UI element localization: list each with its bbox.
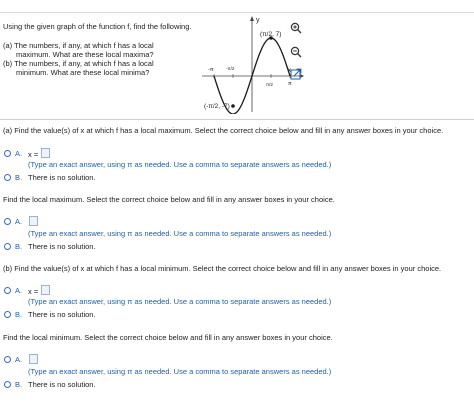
part-b2-choice-a-label: A. [15,355,23,364]
local-min-label: (-π/2, -7) [204,103,230,110]
part-a2-choice-a-radio[interactable] [4,218,11,225]
zoom-out-button[interactable] [290,46,302,58]
part-a2-hint: (Type an exact answer, using π as needed. Use a comma to separate answers as needed.) [28,229,332,238]
part-b2-hint: (Type an exact answer, using π as needed. Use a comma to separate answers as needed.) [28,367,332,376]
part-a-choice-a-label: A. [15,149,23,158]
question-part-b-line1: (b) The numbers, if any, at which f has a local [3,59,154,68]
part-b-choice-a-label: A. [15,286,23,295]
tick-label-pos-half-pi: π/2 [266,82,273,87]
question-part-a-line2: maximum. What are these local maxima? [16,50,154,59]
part-b-choice-b-radio[interactable] [4,311,11,318]
part-a2-answer-box[interactable] [29,216,38,226]
part-a-choice-b-radio[interactable] [4,174,11,181]
part-a-answer-box[interactable] [41,148,50,158]
section-divider [0,119,474,120]
part-b2-answer-box[interactable] [29,354,38,364]
part-a-choice-a-radio[interactable] [4,150,11,157]
popout-button[interactable] [290,68,302,80]
part-b2-choice-b-radio[interactable] [4,381,11,388]
question-part-b-line2: minimum. What are these local minima? [16,68,150,77]
part-a2-choice-b-text: There is no solution. [28,242,96,251]
zoom-out-icon [290,46,302,58]
part-a-choice-b-text: There is no solution. [28,173,96,182]
x-axis-label: x [288,68,291,74]
part-b2-choice-a-radio[interactable] [4,356,11,363]
y-axis-label: y [256,17,260,24]
question-part-a-line1: (a) The numbers, if any, at which f has a local [3,41,154,50]
local-min-point [231,104,235,108]
tick-label-neg-pi: -π [208,67,214,73]
part-b2-choice-b-label: B. [15,380,23,389]
part-a-x-equals: x = [28,150,39,159]
part-a2-choice-b-label: B. [15,242,23,251]
part-b-choice-a-radio[interactable] [4,287,11,294]
part-a2-prompt: Find the local maximum. Select the correct choice below and fill in any answer boxes in your choice. [3,195,335,204]
part-b2-prompt: Find the local minimum. Select the correct choice below and fill in any answer boxes in your choice. [3,333,333,342]
part-b-hint: (Type an exact answer, using π as needed. Use a comma to separate answers as needed.) [28,297,332,306]
zoom-in-button[interactable] [290,22,302,34]
part-a-hint: (Type an exact answer, using π as needed. Use a comma to separate answers as needed.) [28,160,332,169]
part-a2-choice-a-label: A. [15,217,23,226]
local-max-label: (π/2, 7) [260,31,282,38]
part-b-choice-b-label: B. [15,310,23,319]
zoom-in-icon [290,22,302,34]
part-b2-choice-b-text: There is no solution. [28,380,96,389]
tick-label-pos-pi: π [288,81,292,87]
part-b-answer-box[interactable] [41,285,50,295]
part-a-choice-b-label: B. [15,173,23,182]
question-intro: Using the given graph of the function f, find the following. [3,22,192,31]
part-b-choice-b-text: There is no solution. [28,310,96,319]
part-b-prompt: (b) Find the value(s) of x at which f has a local minimum. Select the correct choice below and fill in any answer boxes in your choice. [3,264,442,273]
part-a2-choice-b-radio[interactable] [4,243,11,250]
popout-icon [290,68,302,80]
part-a-prompt: (a) Find the value(s) of x at which f has a local maximum. Select the correct choice below and fill in any answer boxes in your choice. [3,126,444,135]
top-divider [0,12,474,13]
tick-label-neg-half-pi: -π/2 [226,66,235,71]
part-b-x-equals: x = [28,287,39,296]
y-axis-arrow [250,16,254,21]
